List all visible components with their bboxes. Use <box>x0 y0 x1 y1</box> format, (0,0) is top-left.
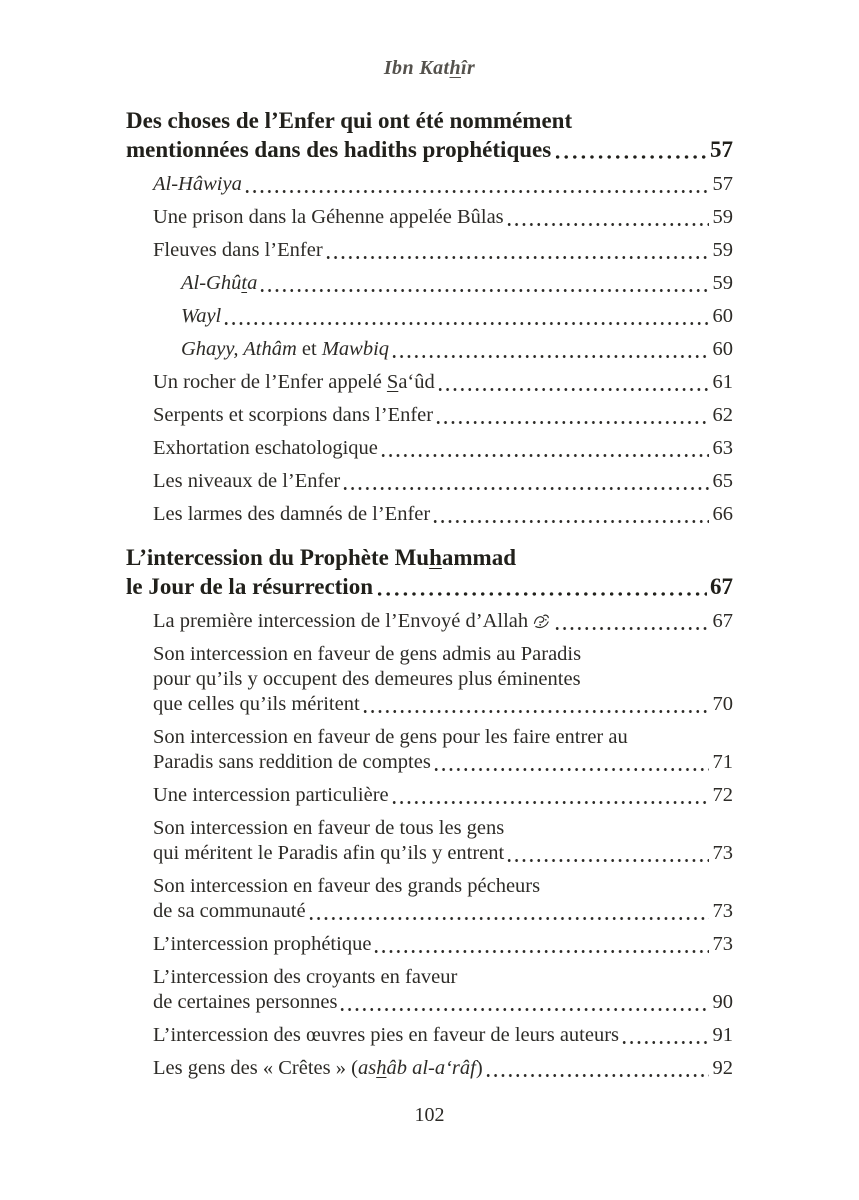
page-ref: 60 <box>712 338 733 360</box>
text-segment: Son intercession en faveur de tous les gens <box>153 817 505 839</box>
text-segment: La première intercession de l’Envoyé d’Allah <box>153 610 529 632</box>
line-text <box>126 545 516 570</box>
text-segment: mentionnées dans des hadiths prophétiques <box>126 137 552 162</box>
line-text <box>126 572 373 601</box>
section-heading <box>126 106 733 164</box>
dot-leader <box>434 767 709 772</box>
text-segment: h <box>449 57 461 79</box>
toc-entry-line <box>153 172 733 197</box>
line-text <box>153 692 360 717</box>
text-segment: Al-Ghû <box>181 272 242 294</box>
page-ref: 65 <box>712 470 733 492</box>
line-text <box>153 990 337 1015</box>
line-text <box>153 668 581 690</box>
toc-entry-line <box>153 725 733 750</box>
page-ref: 62 <box>712 404 733 426</box>
page-ref: 61 <box>712 371 733 393</box>
text-segment: de sa communauté <box>153 900 306 922</box>
dot-leader <box>340 1007 708 1012</box>
toc-entry-line <box>153 469 733 494</box>
page-ref: 67 <box>712 610 733 632</box>
toc-entry-line <box>153 205 733 230</box>
toc-entry-line <box>153 841 733 866</box>
toc-entry <box>153 403 733 428</box>
toc-entry <box>153 436 733 461</box>
text-segment: Des choses de l’Enfer qui ont été nommément <box>126 108 573 133</box>
dot-leader <box>555 154 707 160</box>
line-text <box>153 502 430 527</box>
line-text <box>126 135 551 164</box>
toc-entry <box>153 725 733 775</box>
toc-entry-line <box>153 502 733 527</box>
dot-leader <box>622 1040 708 1045</box>
text-segment: Ghayy, Athâm <box>181 338 297 360</box>
text-segment: t <box>241 272 248 294</box>
dot-leader <box>343 486 708 491</box>
toc-entry <box>181 337 733 362</box>
dot-leader <box>507 858 708 863</box>
toc-entry <box>153 783 733 808</box>
toc-entry-line <box>153 436 733 461</box>
text-segment: Un rocher de l’Enfer appelé <box>153 371 387 393</box>
dot-leader <box>245 189 709 194</box>
line-text <box>153 966 457 988</box>
page-ref: 73 <box>712 900 733 922</box>
text-segment: Exhortation eschatologique <box>153 437 378 459</box>
line-text <box>153 370 435 395</box>
line-text <box>153 609 552 634</box>
toc-entry <box>153 932 733 957</box>
toc-entry-line <box>181 337 733 362</box>
page-ref: 67 <box>710 574 733 599</box>
toc-entry-line <box>153 874 733 899</box>
toc-entry <box>153 238 733 263</box>
dot-leader <box>326 255 709 260</box>
toc-entry-line <box>153 965 733 990</box>
section-heading-line <box>126 572 733 601</box>
dot-leader <box>309 916 709 921</box>
section-heading <box>126 543 733 601</box>
text-segment: Ibn Kat <box>383 57 450 79</box>
text-segment: que celles qu’ils méritent <box>153 693 360 715</box>
line-text <box>153 643 581 665</box>
text-segment: âb al-a‘râf <box>386 1057 476 1079</box>
page-ref: 63 <box>712 437 733 459</box>
dot-leader <box>392 354 708 359</box>
line-text <box>181 304 221 329</box>
toc-entry-line <box>153 899 733 924</box>
toc-entry-line <box>153 1056 733 1081</box>
toc-entry-line <box>153 932 733 957</box>
text-segment: L’intercession prophétique <box>153 933 372 955</box>
line-text <box>153 469 340 494</box>
toc-entry <box>153 874 733 924</box>
toc-entry-line <box>153 642 733 667</box>
line-text <box>181 337 389 362</box>
toc-entry <box>153 965 733 1015</box>
page-ref: 59 <box>712 272 733 294</box>
page-ref: 57 <box>710 137 733 162</box>
line-text <box>181 271 257 296</box>
text-segment: as <box>357 1057 377 1079</box>
dot-leader <box>377 591 707 597</box>
page-ref: 71 <box>712 751 733 773</box>
text-segment: h <box>376 1057 387 1079</box>
text-segment: îr <box>461 57 476 79</box>
text-segment: Les gens des « Crêtes » ( <box>153 1057 358 1079</box>
dot-leader <box>555 626 708 631</box>
toc-entry-line <box>153 238 733 263</box>
line-text <box>153 817 504 839</box>
toc-entry-line <box>153 816 733 841</box>
dot-leader <box>433 519 708 524</box>
text-segment: pour qu’ils y occupent des demeures plus éminentes <box>153 668 581 690</box>
toc-entry <box>153 502 733 527</box>
line-text <box>153 1023 619 1048</box>
text-segment: qui méritent le Paradis afin qu’ils y entrent <box>153 842 505 864</box>
line-text <box>153 899 306 924</box>
line-text <box>153 875 540 897</box>
dot-leader <box>392 800 709 805</box>
toc-entry <box>153 205 733 230</box>
running-head <box>0 0 859 80</box>
dot-leader <box>507 222 709 227</box>
dot-leader <box>224 321 708 326</box>
section-heading-line <box>126 543 733 572</box>
toc-entry-line <box>153 1023 733 1048</box>
page-ref: 57 <box>712 173 733 195</box>
toc-entry <box>153 469 733 494</box>
toc-entry-line <box>153 403 733 428</box>
line-text <box>153 932 371 957</box>
text-segment: Les niveaux de l’Enfer <box>153 470 341 492</box>
line-text <box>153 783 389 808</box>
text-segment: a <box>247 272 258 294</box>
toc-entry-line <box>153 370 733 395</box>
toc-entry-line <box>153 667 733 692</box>
text-segment: Son intercession en faveur de gens pour les faire entrer au <box>153 726 628 748</box>
text-segment: h <box>429 545 442 570</box>
line-text <box>153 205 504 230</box>
page-ref: 70 <box>712 693 733 715</box>
toc <box>126 106 733 1081</box>
text-segment: et <box>296 338 322 360</box>
line-text <box>153 403 433 428</box>
page-ref: 91 <box>712 1024 733 1046</box>
text-segment: le Jour de la résurrection <box>126 574 373 599</box>
line-text <box>153 238 323 263</box>
dot-leader <box>363 709 709 714</box>
line-text <box>153 1056 483 1081</box>
toc-entry <box>153 609 733 634</box>
text-segment: Wayl <box>181 305 222 327</box>
toc-entry <box>153 816 733 866</box>
dot-leader <box>436 420 708 425</box>
line-text <box>153 750 431 775</box>
page-ref: 72 <box>712 784 733 806</box>
line-text <box>153 841 504 866</box>
text-segment: Serpents et scorpions dans l’Enfer <box>153 404 434 426</box>
text-segment: S <box>386 371 399 393</box>
page-ref: 59 <box>712 206 733 228</box>
page-ref: 92 <box>712 1057 733 1079</box>
line-text <box>126 108 572 133</box>
toc-entry-line <box>153 609 733 634</box>
line-text <box>153 172 242 197</box>
text-segment: Son intercession en faveur de gens admis au Paradis <box>153 643 582 665</box>
text-segment: ) <box>475 1057 483 1079</box>
dot-leader <box>381 453 709 458</box>
text-segment: de certaines personnes <box>153 991 338 1013</box>
text-segment: Une prison dans la Géhenne appelée Bûlas <box>153 206 504 228</box>
section-heading-line <box>126 106 733 135</box>
toc-entry-line <box>153 692 733 717</box>
toc-entry-line <box>153 783 733 808</box>
text-segment: L’intercession du Prophète Mu <box>126 545 430 570</box>
prophet-salutation-icon <box>532 613 551 629</box>
page-ref: 59 <box>712 239 733 261</box>
text-segment: Fleuves dans l’Enfer <box>153 239 323 261</box>
toc-entry-line <box>153 750 733 775</box>
page-ref: 73 <box>712 842 733 864</box>
page-ref: 66 <box>712 503 733 525</box>
text-segment: L’intercession des croyants en faveur <box>153 966 458 988</box>
dot-leader <box>438 387 709 392</box>
line-text <box>153 726 628 748</box>
text-segment: Une intercession particulière <box>153 784 389 806</box>
toc-entry <box>153 642 733 717</box>
line-text <box>153 436 378 461</box>
toc-entry <box>181 304 733 329</box>
text-segment: Son intercession en faveur des grands pécheurs <box>153 875 541 897</box>
page-ref: 90 <box>712 991 733 1013</box>
dot-leader <box>486 1073 709 1078</box>
toc-entry-line <box>153 990 733 1015</box>
toc-entry <box>153 370 733 395</box>
text-segment: Paradis sans reddition de comptes <box>153 751 431 773</box>
text-segment: Al-Hâwiya <box>153 173 242 195</box>
text-segment: L’intercession des œuvres pies en faveur de leurs auteurs <box>153 1024 620 1046</box>
toc-entry <box>153 1023 733 1048</box>
toc-entry-line <box>181 304 733 329</box>
section-heading-line <box>126 135 733 164</box>
toc-entry <box>181 271 733 296</box>
text-segment: a‘ûd <box>398 371 435 393</box>
toc-entry-line <box>181 271 733 296</box>
dot-leader <box>260 288 708 293</box>
toc-entry <box>153 1056 733 1081</box>
dot-leader <box>374 949 708 954</box>
toc-entry <box>153 172 733 197</box>
page-ref: 60 <box>712 305 733 327</box>
text-segment: Les larmes des damnés de l’Enfer <box>153 503 431 525</box>
text-segment: Mawbiq <box>321 338 390 360</box>
footer-page-number: 102 <box>414 1104 445 1126</box>
page-ref: 73 <box>712 933 733 955</box>
text-segment: ammad <box>441 545 516 570</box>
